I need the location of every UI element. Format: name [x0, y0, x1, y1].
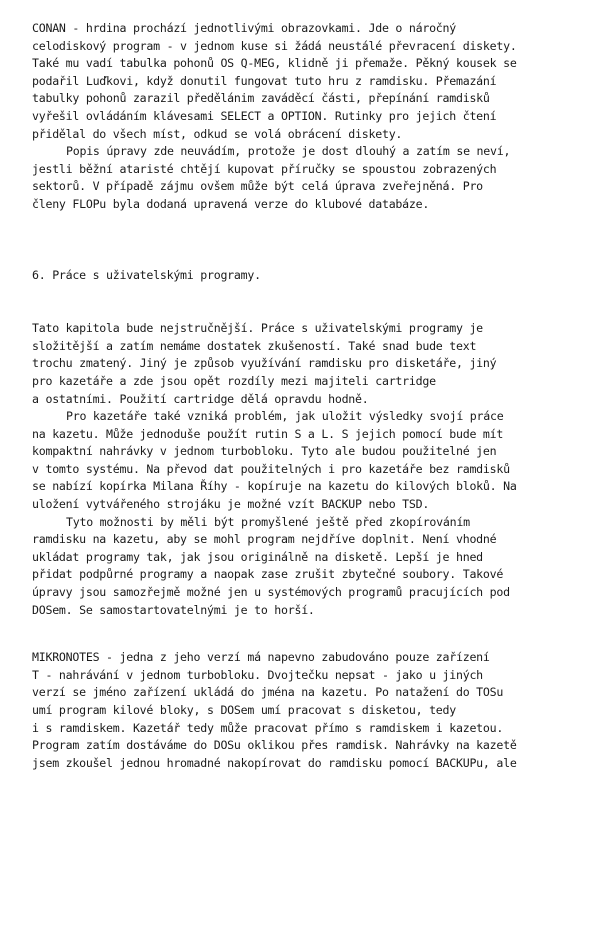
paragraph-moznosti	[32, 514, 578, 620]
text-line: Tato kapitola bude nejstručnější. Práce s uživatelskými programy je	[32, 321, 483, 336]
text-line: úpravy jsou samozřejmě možné jen u systémových programů pracujících pod	[32, 585, 510, 600]
text-line: jestli běžní ataristé chtějí kupovat příručky se spoustou zobrazených	[32, 161, 497, 176]
text-line: složitější a zatím nemáme dostatek zkušeností. Také snad bude text	[32, 338, 477, 353]
paragraph-kapitola	[32, 320, 578, 408]
paragraph-popis	[32, 143, 578, 213]
text-line: uložení vytvářeného strojáku je možné vzít BACKUP nebo TSD.	[32, 497, 430, 512]
text-line: se nabízí kopírka Milana Říhy - kopíruje na kazetu do kilových bloků. Na	[32, 479, 517, 494]
text-line: přidat podpůrné programy a naopak zase zrušit zbytečné soubory. Takové	[32, 567, 504, 582]
text-line: Popis úpravy zde neuvádím, protože je dost dlouhý a zatím se neví,	[66, 144, 511, 159]
text-line: a ostatními. Použití cartridge dělá opravdu hodně.	[32, 391, 369, 406]
text-line: trochu zmatený. Jiný je způsob využívání ramdisku pro disketáře, jiný	[32, 356, 497, 371]
text-line: i s ramdiskem. Kazetář tedy může pracovat přímo s ramdiskem i kazetou.	[32, 720, 504, 735]
section-heading: 6. Práce s uživatelskými programy.	[32, 267, 261, 282]
text-line: jsem zkoušel jednou hromadné nakopírovat do ramdisku pomocí BACKUPu, ale	[32, 755, 517, 770]
text-line: kompaktní nahrávky v jednom turbobloku. Tyto ale budou použitelné jen	[32, 444, 497, 459]
text-line: ramdisku na kazetu, aby se mohl program nejdříve doplnit. Není vhodné	[32, 532, 497, 547]
text-line: sektorů. V případě zájmu ovšem může být celá úprava zveřejněná. Pro	[32, 179, 483, 194]
text-line: podařil Luďkovi, když donutil fungovat tuto hru z ramdisku. Přemazání	[32, 73, 497, 88]
text-line: Tyto možnosti by měli být promyšlené ještě před zkopírováním	[66, 514, 470, 529]
text-line: ukládat programy tak, jak jsou originálně na disketě. Lepší je hned	[32, 549, 483, 564]
text-line: pro kazetáře a zde jsou opět rozdíly mezi majiteli cartridge	[32, 373, 436, 388]
text-line: na kazetu. Může jednoduše použít rutin S a L. S jejich pomocí bude mít	[32, 426, 504, 441]
text-line: DOSem. Se samostartovatelnými je to horší.	[32, 602, 315, 617]
text-line: celodiskový program - v jednom kuse si žádá neustálé převracení diskety.	[32, 38, 517, 53]
text-line: Také mu vadí tabulka pohonů OS Q-MEG, klidně ji přemaže. Pěkný kousek se	[32, 56, 517, 71]
paragraph-conan	[32, 20, 578, 143]
text-line: přidělal do všech míst, odkud se volá obrácení diskety.	[32, 126, 403, 141]
text-line: členy FLOPu byla dodaná upravená verze do klubové databáze.	[32, 196, 430, 211]
text-line: v tomto systému. Na převod dat použitelných i pro kazetáře bez ramdisků	[32, 461, 510, 476]
text-line: T - nahrávání v jednom turbobloku. Dvojtečku nepsat - jako u jiných	[32, 667, 483, 682]
text-line: tabulky pohonů zarazil předělánim zaváděcí části, přepínání ramdisků	[32, 91, 490, 106]
text-line: vyřešil ovládáním klávesami SELECT a OPTION. Rutinky pro jejich čtení	[32, 108, 497, 123]
text-line: CONAN - hrdina prochází jednotlivými obrazovkami. Jde o náročný	[32, 21, 456, 35]
paragraph-kazetare	[32, 408, 578, 514]
paragraph-mikronotes	[32, 649, 578, 772]
text-line: Pro kazetáře také vzniká problém, jak uložit výsledky svojí práce	[66, 409, 504, 424]
text-line: verzí se jméno zařízení ukládá do jména na kazetu. Po natažení do TOSu	[32, 685, 504, 700]
text-line: Program zatím dostáváme do DOSu oklikou přes ramdisk. Nahrávky na kazetě	[32, 738, 517, 753]
text-line: umí program kilové bloky, s DOSem umí pracovat s disketou, tedy	[32, 703, 456, 717]
text-line: MIKRONOTES - jedna z jeho verzí má napevno zabudováno pouze zařízení	[32, 650, 490, 665]
